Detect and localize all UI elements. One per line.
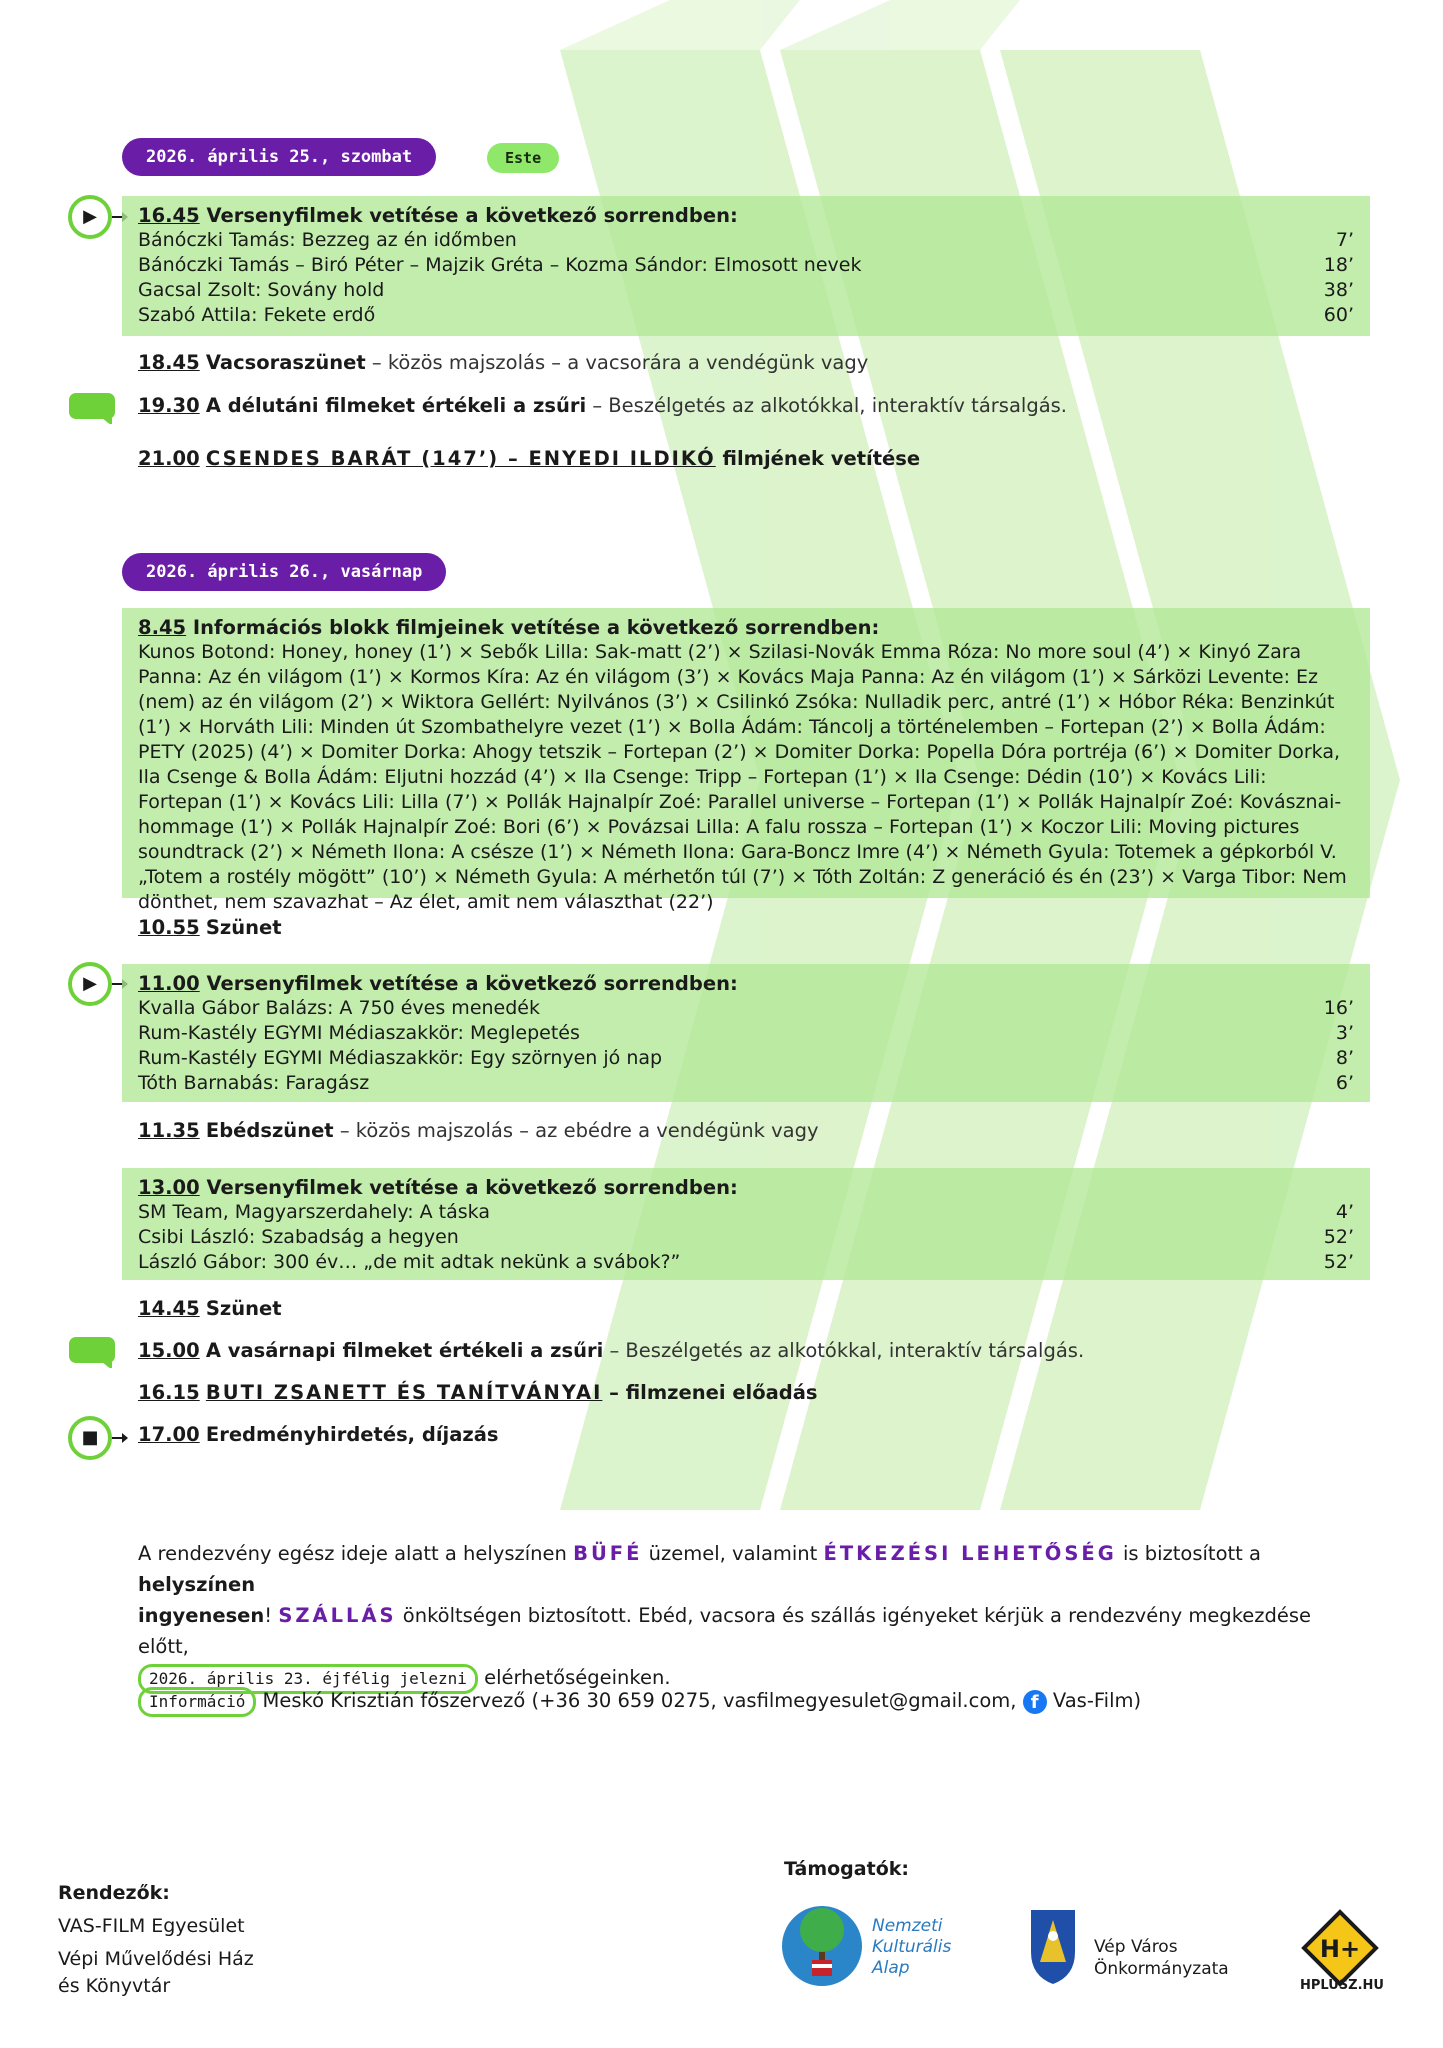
- film-title: Gacsal Zsolt: Sovány hold: [138, 279, 385, 301]
- date-pill-day2: 2026. április 26., vasárnap: [122, 553, 446, 591]
- evening-tag: Este: [487, 143, 559, 173]
- nka-line: Kulturális: [872, 1937, 952, 1957]
- event-title: Vacsoraszünet: [205, 351, 366, 374]
- film-row: [138, 228, 1354, 253]
- play-icon: ▶: [68, 195, 112, 239]
- film-title: Rum-Kastély EGYMI Médiaszakkör: Meglepetés: [138, 1022, 580, 1044]
- event-note: – közös majszolás – az ebédre a vendégünk vagy: [333, 1119, 819, 1142]
- break-1: [138, 915, 282, 941]
- block-title: Versenyfilmek vetítése a következő sorrendben:: [206, 204, 738, 227]
- film-row: [138, 1021, 1354, 1046]
- film-row: [138, 278, 1354, 303]
- supporters-title: Támogatók:: [784, 1858, 909, 1880]
- film-duration: 16’: [1323, 997, 1354, 1019]
- deadline-badge: 2026. április 23. éjfélig jelezni: [138, 1664, 478, 1694]
- film-row: [138, 1200, 1354, 1225]
- block-title: Versenyfilmek vetítése a következő sorrendben:: [206, 972, 738, 995]
- nka-line: Alap: [872, 1958, 910, 1978]
- organizer-name: és Könyvtár: [58, 1975, 171, 1997]
- organizer-name: Vépi Művelődési Ház: [58, 1948, 254, 1970]
- buffet-label: BÜFÉ: [573, 1542, 643, 1565]
- notice-text: elérhetőségeinken.: [477, 1666, 671, 1689]
- event-time: 14.45: [138, 1297, 200, 1320]
- event-title: Szünet: [205, 916, 282, 939]
- film-title: Szabó Attila: Fekete erdő: [138, 304, 376, 326]
- notice-text: A rendezvény egész ideje alatt a helyszínen: [138, 1542, 574, 1565]
- film-duration: 8’: [1335, 1047, 1354, 1069]
- film-duration: 60’: [1323, 304, 1354, 326]
- film-duration: 18’: [1323, 254, 1354, 276]
- notice-text: is biztosított a: [1116, 1542, 1261, 1565]
- block-time: 11.00: [138, 972, 200, 995]
- film-title: Rum-Kastély EGYMI Médiaszakkör: Egy szörnyen jó nap: [138, 1047, 663, 1069]
- event-note: – közös majszolás – a vacsorára a vendégünk vagy: [365, 351, 869, 374]
- info-film-list: Kunos Botond: Honey, honey (1’) × Sebők Lilla: Sak-matt (2’) × Szilasi-Novák Emma Róza: No more soul (4’) × Kinyó Zara Panna: Az én világom (1’) × Kormos Kíra: Az én világom (3’) × Kovács Maja Panna: Az én világom (1’) × Sárközi Levente: Ez (nem) az én világom (2’) × Wiktora Gellért: Nyilvános (3’) × Csilinkó Zsóka: Nulladik perc, antré (1’) × Hóbor Réka: Benzinkút (1’) × Horváth Lili: Minden út Szombathelyre vezet (1’) × Bolla Ádám: Táncolj a történelemben – Fortepan (2’) × Bolla Ádám: PETY (2025) (4’) × Domiter Dorka: Ahogy tetszik – Fortepan (2’) × Domiter Dorka: Popella Dóra portréja (6’) × Domiter Dorka, Ila Csenge & Bolla Ádám: Eljutni hozzád (4’) × Ila Csenge: Tripp – Fortepan (1’) × Ila Csenge: Dédin (10’) × Kovács Lili: Fortepan (1’) × Kovács Lili: Lilla (7’) × Pollák Hajnalpír Zoé: Parallel universe – Fortepan (1’) × Pollák Hajnalpír Zoé: Kovásznai-hommage (1’) × Pollák Hajnalpír Zoé: Bori (6’) × Povázsai Lilla: A falu rossza – Fortepan (1’) × Koczor Lili: Moving pictures soundtrack (2’) × Németh Ilona: A csésze (1’) × Németh Ilona: Gara-Boncz Imre (4’) × Németh Gyula: Totemek a gépkorból V. „Totem a rostély mögött” (10’) × Németh Gyula: A mérhetőn túl (7’) × Tóth Zoltán: Z generáció és én (23’) × Varga Tibor: Nem dönthet, nem szavazhat – Az élet, amit nem választhat (22’): [138, 641, 1347, 913]
- catering-label: ÉTKEZÉSI LEHETŐSÉG: [823, 1542, 1117, 1565]
- play-icon: ▶: [68, 962, 112, 1006]
- film-row: [138, 1071, 1354, 1096]
- film-duration: 4’: [1335, 1201, 1354, 1223]
- event-title: Ebédszünet: [205, 1119, 334, 1142]
- film-title: Kvalla Gábor Balázs: A 750 éves menedék: [138, 997, 540, 1019]
- film-row: [138, 996, 1354, 1021]
- date-pill-day1: 2026. április 25., szombat: [122, 138, 436, 176]
- speech-bubble-icon: [68, 392, 118, 424]
- speech-bubble-icon: [68, 1336, 118, 1368]
- block-heading: [138, 203, 1354, 228]
- stop-icon: ■: [68, 1416, 112, 1460]
- organizers: [58, 1880, 254, 2000]
- event-note: – Beszélgetés az alkotókkal, interaktív társalgás.: [586, 394, 1067, 417]
- event-title: Szünet: [205, 1297, 282, 1320]
- film-title: SM Team, Magyarszerdahely: A táska: [138, 1201, 490, 1223]
- event-time: 16.15: [138, 1381, 200, 1404]
- vep-name: [1094, 1936, 1229, 1980]
- film-row: [138, 303, 1354, 328]
- notice-text: üzemel, valamint: [642, 1542, 824, 1565]
- film-duration: 52’: [1323, 1226, 1354, 1248]
- concert: [138, 1380, 818, 1406]
- event-time: 21.00: [138, 447, 200, 470]
- results-ceremony: [138, 1422, 498, 1448]
- block-time: 8.45: [138, 616, 187, 639]
- event-time: 19.30: [138, 394, 200, 417]
- block-time: 16.45: [138, 204, 200, 227]
- accommodation-label: SZÁLLÁS: [278, 1604, 397, 1627]
- event-title: A vasárnapi filmeket értékeli a zsűri: [205, 1339, 604, 1362]
- notice-paragraph: [138, 1538, 1338, 1694]
- vep-line: Vép Város: [1094, 1937, 1178, 1957]
- event-title: Eredményhirdetés, díjazás: [205, 1423, 499, 1446]
- info-badge: Információ: [138, 1687, 256, 1717]
- film-title: Tóth Barnabás: Faragász: [138, 1072, 370, 1094]
- dinner-break: [138, 350, 868, 376]
- event-time: 18.45: [138, 351, 200, 374]
- event-title: – filmzenei előadás: [602, 1381, 818, 1404]
- film-title: Bánóczki Tamás – Biró Péter – Majzik Gréta – Kozma Sándor: Elmosott nevek: [138, 254, 862, 276]
- event-title: A délutáni filmeket értékeli a zsűri: [205, 394, 587, 417]
- vep-line: Önkormányzata: [1094, 1959, 1229, 1979]
- info-block: [122, 608, 1370, 913]
- film-row: [138, 1250, 1354, 1275]
- feature-screening: [138, 446, 920, 472]
- nka-line: Nemzeti: [872, 1916, 943, 1936]
- film-duration: 7’: [1335, 229, 1354, 251]
- film-duration: 3’: [1335, 1022, 1354, 1044]
- jury-evaluation-day2: [138, 1338, 1084, 1364]
- vep-coat-of-arms-icon: [1028, 1906, 1078, 1986]
- film-duration: 38’: [1323, 279, 1354, 301]
- notice-text: önköltségen biztosított. Ebéd, vacsora és szállás igényeket kérjük a rendezvény megkezdése előtt,: [138, 1604, 1312, 1658]
- block-title: Információs blokk filmjeinek vetítése a következő sorrendben:: [192, 616, 880, 639]
- event-time: 17.00: [138, 1423, 200, 1446]
- nka-tree-logo: [780, 1898, 864, 1994]
- event-time: 10.55: [138, 916, 200, 939]
- organizers-title: Rendezők:: [58, 1882, 170, 1904]
- film-row: [138, 253, 1354, 278]
- competition-block-2: [122, 964, 1370, 1102]
- event-title: filmjének vetítése: [715, 447, 921, 470]
- nka-name: [872, 1916, 951, 1979]
- hplusz-label: HPLUSZ.HU: [1300, 1978, 1384, 1993]
- break-2: [138, 1296, 282, 1322]
- event-note: – Beszélgetés az alkotókkal, interaktív társalgás.: [603, 1339, 1085, 1362]
- film-title: László Gábor: 300 év… „de mit adtak nekünk a svábok?”: [138, 1251, 681, 1273]
- free-label: ingyenesen: [138, 1604, 265, 1627]
- film-duration: 52’: [1323, 1251, 1354, 1273]
- lunch-break: [138, 1118, 819, 1144]
- arrow-tail: [112, 1437, 126, 1439]
- hplusz-mark: H+: [1319, 1935, 1361, 1963]
- film-duration: 6’: [1335, 1072, 1354, 1094]
- film-title: Csibi László: Szabadság a hegyen: [138, 1226, 459, 1248]
- block-heading: [138, 971, 1354, 996]
- block-heading: [138, 615, 1354, 640]
- facebook-icon[interactable]: f: [1023, 1690, 1047, 1714]
- block-heading: [138, 1175, 1354, 1200]
- jury-evaluation-day1: [138, 393, 1067, 419]
- organizer-name: VAS-FILM Egyesület: [58, 1915, 245, 1937]
- event-time: 15.00: [138, 1339, 200, 1362]
- block-time: 13.00: [138, 1176, 200, 1199]
- competition-block-1: [122, 196, 1370, 336]
- performer-name: BUTI ZSANETT ÉS TANÍTVÁNYAI: [205, 1381, 603, 1404]
- feature-film-title: CSENDES BARÁT (147’) – ENYEDI ILDIKÓ: [205, 447, 716, 470]
- block-title: Versenyfilmek vetítése a következő sorrendben:: [206, 1176, 738, 1199]
- contact-text: Meskó Krisztián főszervező (+36 30 659 0275, vasfilmegyesulet@gmail.com,: [262, 1689, 1017, 1712]
- event-time: 11.35: [138, 1119, 200, 1142]
- contact-info: [138, 1685, 1338, 1717]
- film-title: Bánóczki Tamás: Bezzeg az én időmben: [138, 229, 517, 251]
- onsite-label: helyszínen: [138, 1573, 256, 1596]
- competition-block-3: [122, 1168, 1370, 1280]
- film-row: [138, 1225, 1354, 1250]
- notice-text: !: [264, 1604, 279, 1627]
- facebook-page[interactable]: Vas-Film): [1052, 1689, 1142, 1712]
- film-row: [138, 1046, 1354, 1071]
